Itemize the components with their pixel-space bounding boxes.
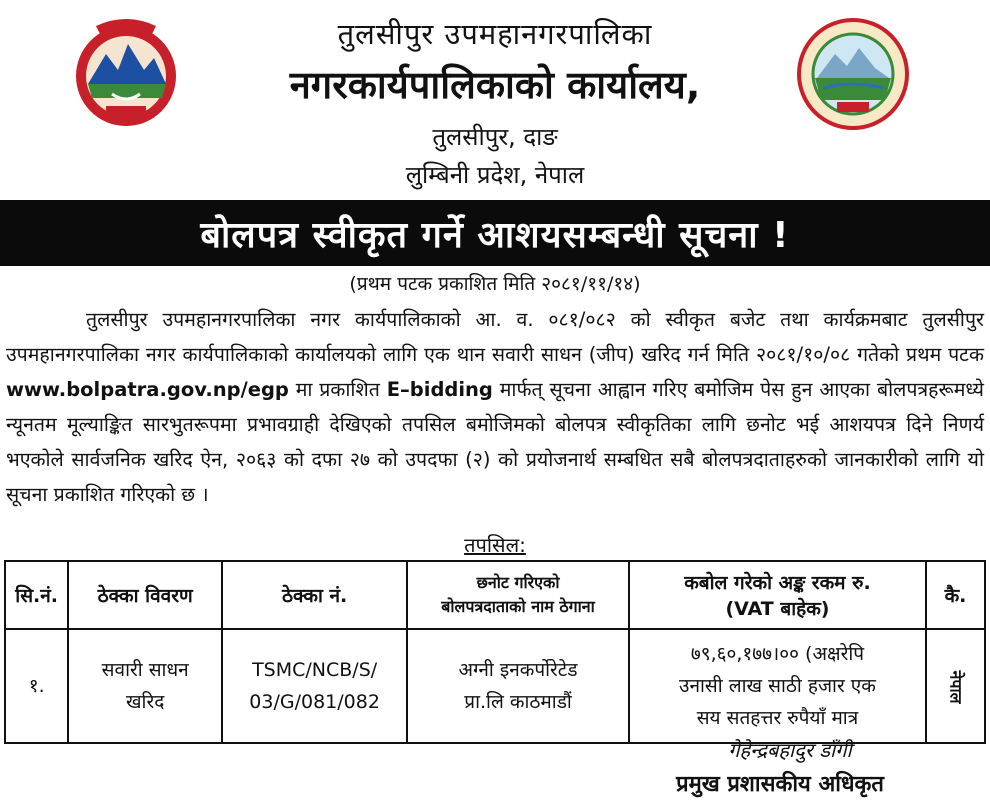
cell-amount-line2: उनासी लाख साठी हजार एक <box>679 675 876 697</box>
cell-amount-line1: ७९,६०,१७७।०० (अक्षरेपि <box>690 643 865 665</box>
cell-remark-text: नेपाल <box>946 670 966 703</box>
cell-contract-line1: TSMC/NCB/S/ <box>252 659 378 681</box>
cell-contract-no <box>222 629 407 743</box>
publish-date: (प्रथम पटक प्रकाशित मिति २०८१/११/१४) <box>349 273 641 295</box>
notice-body-part3: मार्फत् सूचना आह्वान गरिए बमोजिम पेस हुन आएका बोलपत्रहरूमध्ये न्यूनतम मूल्याङ्कित सारभुतरूपमा प्रभावग्राही देखिएको तपसिल बमोजिमको बोलपत्र स्वीकृतिका लागि छनोट भई आशयपत्र दिने निणर्य भएकोले सार्वजनिक खरिद ऐन, २०६३ को दफा २७ को उपदफा (२) को प्रयोजनार्थ सम्बधित सबै बोलपत्रदाताहरुको जानकारीको लागि यो सूचना प्रकाशित गरिएको छ । <box>6 378 984 506</box>
header-bidder-line1: छनोट गरिएको <box>476 573 560 592</box>
cell-amount <box>629 629 926 743</box>
cell-description <box>68 629 222 743</box>
cell-sn: १. <box>5 629 68 743</box>
header-contract-no: ठेक्का नं. <box>222 561 407 629</box>
notice-body <box>6 302 984 512</box>
cell-contract-line2: 03/G/081/082 <box>249 691 380 713</box>
egp-website-link[interactable]: www.bolpatra.gov.np/egp <box>6 378 289 401</box>
cell-amount-line3: सय सतहत्तर रुपैयाँ मात्र <box>696 707 859 729</box>
ebidding-label: E–bidding <box>386 378 493 401</box>
cell-bidder-line1: अग्नी इनकर्पोरेटेड <box>458 659 578 681</box>
office-name: नगरकार्यपालिकाको कार्यालय, <box>289 63 701 107</box>
table-header-row <box>5 561 985 629</box>
header-amount <box>629 561 926 629</box>
cell-bidder-line2: प्रा.लि काठमाडौं <box>464 691 572 713</box>
signatory-title: प्रमुख प्रशासकीय अधिकृत <box>676 772 884 797</box>
header-description: ठेक्का विवरण <box>68 561 222 629</box>
office-city: तुलसीपुर, दाङ <box>432 123 558 151</box>
notice-body-part2: मा प्रकाशित <box>288 378 387 401</box>
signatory-name: गेहेन्द्रबहादुर डाँगी <box>728 738 852 762</box>
details-heading: तपसिल: <box>464 533 526 557</box>
header-amount-line1: कबोल गरेको अङ्क रकम रु. <box>684 572 871 594</box>
table-row <box>5 629 985 743</box>
notice-body-part1: तुलसीपुर उपमहानगरपालिका नगर कार्यपालिकाको आ. व. ०८१/०८२ को स्वीकृत बजेट तथा कार्यक्रमबाट तुलसीपुर उपमहानगरपालिका नगर कार्यपालिकाको कार्यालयको लागि एक थान सवारी साधन (जीप) खरिद गर्न मिति २०८१/१०/०८ गतेको प्रथम पटक <box>6 308 984 366</box>
notice-title-banner <box>0 200 990 266</box>
notice-title: बोलपत्र स्वीकृत गर्ने आशयसम्बन्धी सूचना ! <box>200 214 790 256</box>
municipality-name: तुलसीपुर उपमहानगरपालिका <box>337 17 653 51</box>
header-bidder <box>407 561 629 629</box>
cell-bidder <box>407 629 629 743</box>
cell-description-line2: खरिद <box>126 691 165 713</box>
contract-table <box>4 560 986 744</box>
office-province: लुम्बिनी प्रदेश, नेपाल <box>405 161 585 189</box>
cell-description-line1: सवारी साधन <box>101 659 189 681</box>
cell-remark <box>926 629 985 743</box>
header-bidder-line2: बोलपत्रदाताको नाम ठेगाना <box>441 597 595 616</box>
header-sn: सि.नं. <box>5 561 68 629</box>
header-amount-line2: (VAT बाहेक) <box>725 598 830 620</box>
header-remark: कै. <box>926 561 985 629</box>
